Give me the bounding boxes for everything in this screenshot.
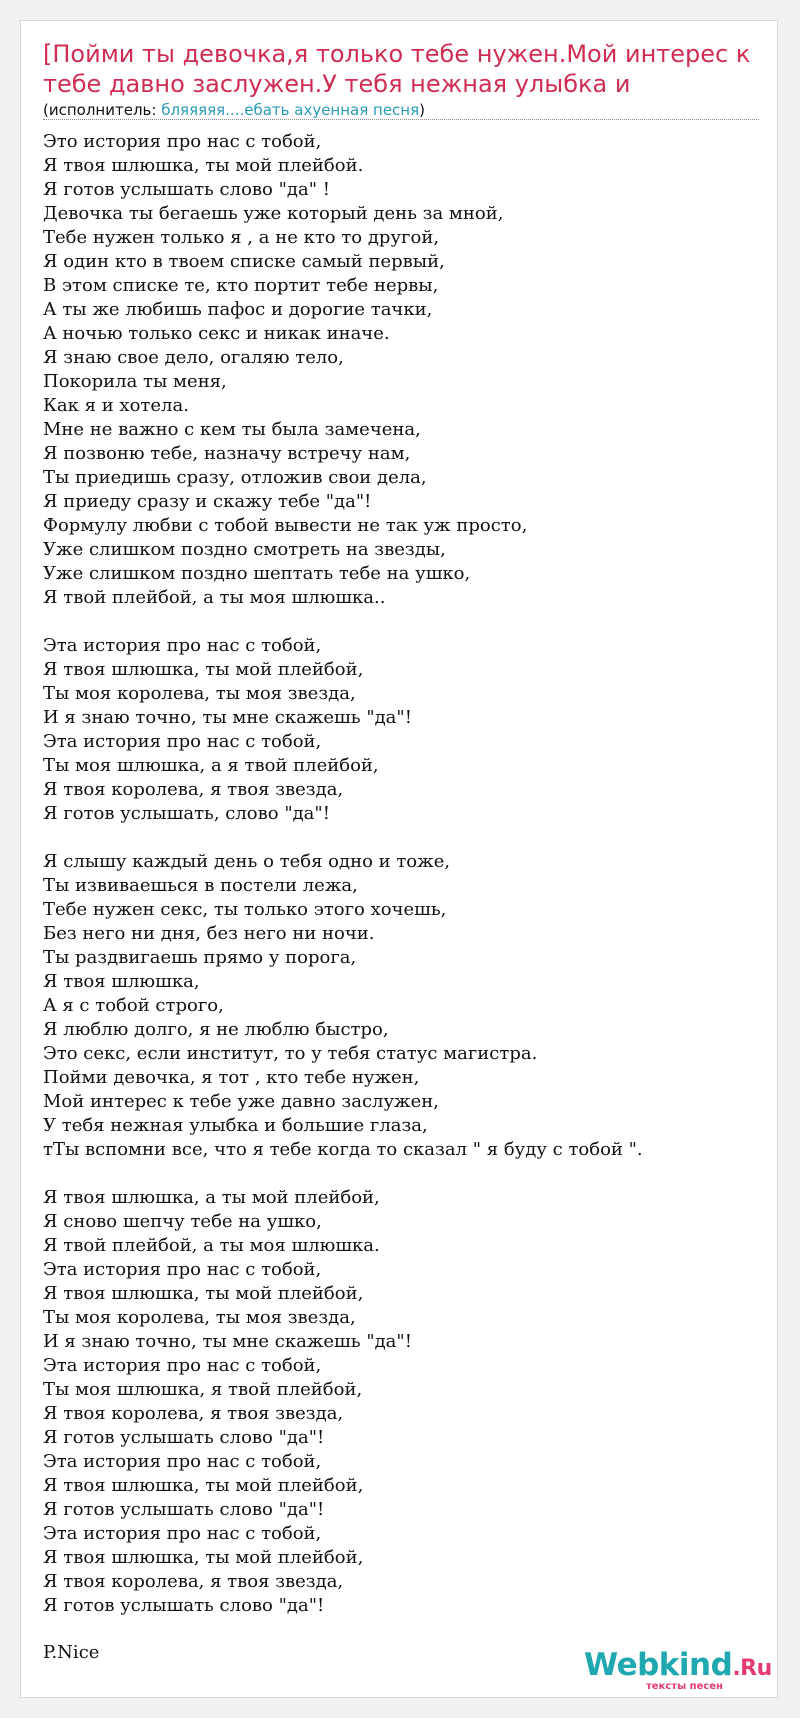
lyrics-line: Уже слишком поздно шептать тебе на ушко,	[43, 563, 471, 584]
lyrics-line: Я готов услышать слово "да"!	[43, 1427, 325, 1448]
lyrics-line: Эта история про нас с тобой,	[43, 1259, 322, 1280]
lyrics-line: Пойми девочка, я тот , кто тебе нужен,	[43, 1067, 420, 1088]
lyrics-line: И я знаю точно, ты мне скажешь "да"!	[43, 1331, 412, 1352]
lyrics-line: Я позвоню тебе, назначу встречу нам,	[43, 443, 411, 464]
lyrics-line: Я твоя шлюшка, а ты мой плейбой,	[43, 1187, 380, 1208]
lyrics-line: Я приеду сразу и скажу тебе "да"!	[43, 491, 372, 512]
lyrics-line: Мой интерес к тебе уже давно заслужен,	[43, 1091, 439, 1112]
lyrics-line: Ты раздвигаешь прямо у порога,	[43, 947, 357, 968]
lyrics-line: Эта история про нас с тобой,	[43, 1451, 322, 1472]
lyrics-line: А ты же любишь пафос и дорогие тачки,	[43, 299, 433, 320]
lyrics-line: У тебя нежная улыбка и большие глаза,	[43, 1115, 428, 1136]
lyrics-line: Уже слишком поздно смотреть на звезды,	[43, 539, 446, 560]
lyrics-line: Как я и хотела.	[43, 395, 189, 416]
lyrics-line: Без него ни дня, без него ни ночи.	[43, 923, 375, 944]
lyrics-line: Я готов услышать слово "да"!	[43, 1595, 325, 1616]
lyrics-line: Я твоя шлюшка, ты мой плейбой,	[43, 1475, 364, 1496]
performer-prefix: (исполнитель:	[43, 101, 162, 119]
lyrics-line: Я твоя шлюшка, ты мой плейбой.	[43, 155, 364, 176]
lyrics-line: Я один кто в твоем списке самый первый,	[43, 251, 445, 272]
lyrics-line: А я с тобой строго,	[43, 995, 224, 1016]
lyrics-line: Формулу любви с тобой вывести не так уж просто,	[43, 515, 528, 536]
title-divider	[43, 119, 759, 120]
lyrics-line: Я твоя шлюшка,	[43, 971, 200, 992]
performer-link[interactable]: бляяяяя....ебать ахуенная песня	[161, 101, 420, 119]
site-logo[interactable]	[584, 1647, 774, 1697]
lyrics-line: Тебе нужен секс, ты только этого хочешь,	[43, 899, 447, 920]
lyrics-line: Ты моя королева, ты моя звезда,	[43, 1307, 356, 1328]
lyrics-line: Я твоя королева, я твоя звезда,	[43, 1403, 344, 1424]
lyrics-stanza	[43, 1186, 763, 1618]
lyrics-body	[43, 130, 763, 1642]
lyrics-line: Я люблю долго, я не люблю быстро,	[43, 1019, 389, 1040]
lyrics-line: Я твой плейбой, а ты моя шлюшка.	[43, 1235, 380, 1256]
lyrics-line: Ты приедишь сразу, отложив свои дела,	[43, 467, 427, 488]
lyrics-line: Покорила ты меня,	[43, 371, 227, 392]
lyrics-line: Я твоя шлюшка, ты мой плейбой,	[43, 1547, 364, 1568]
lyrics-line: А ночью только секс и никак иначе.	[43, 323, 390, 344]
logo-tld: .Ru	[732, 1656, 772, 1681]
lyrics-line: тТы вспомни все, что я тебе когда то сказал " я буду с тобой ".	[43, 1139, 643, 1160]
lyrics-line: Я твоя шлюшка, ты мой плейбой,	[43, 659, 364, 680]
lyrics-line: Мне не важно с кем ты была замечена,	[43, 419, 421, 440]
lyrics-line: Я готов услышать слово "да" !	[43, 179, 330, 200]
lyrics-line: Я знаю свое дело, огаляю тело,	[43, 347, 344, 368]
lyrics-stanza	[43, 850, 763, 1162]
lyrics-stanza	[43, 634, 763, 826]
lyrics-line: Эта история про нас с тобой,	[43, 635, 322, 656]
lyrics-stanza	[43, 130, 763, 610]
lyrics-line: Ты моя шлюшка, а я твой плейбой,	[43, 755, 379, 776]
lyrics-line: Ты моя шлюшка, я твой плейбой,	[43, 1379, 363, 1400]
lyrics-line: В этом списке те, кто портит тебе нервы,	[43, 275, 439, 296]
logo-tagline: тексты песен	[646, 1681, 723, 1692]
lyrics-line: Это секс, если институт, то у тебя статус магистра.	[43, 1043, 538, 1064]
lyrics-card	[20, 20, 778, 1698]
logo-main-text: Webkind	[584, 1647, 733, 1683]
song-title: [Пойми ты девочка,я только тебе нужен.Мой интерес к тебе давно заслужен.У тебя нежная улыбка и	[43, 40, 751, 98]
lyrics-signature: P.Nice	[43, 1642, 100, 1663]
lyrics-line: Девочка ты бегаешь уже который день за мной,	[43, 203, 504, 224]
lyrics-line: Эта история про нас с тобой,	[43, 731, 322, 752]
lyrics-line: И я знаю точно, ты мне скажешь "да"!	[43, 707, 412, 728]
lyrics-line: Я твой плейбой, а ты моя шлюшка..	[43, 587, 386, 608]
lyrics-line: Ты моя королева, ты моя звезда,	[43, 683, 356, 704]
lyrics-line: Я готов услышать, слово "да"!	[43, 803, 330, 824]
lyrics-line: Я твоя королева, я твоя звезда,	[43, 779, 344, 800]
performer-line	[43, 100, 425, 120]
lyrics-line: Я твоя королева, я твоя звезда,	[43, 1571, 344, 1592]
performer-suffix: )	[419, 101, 425, 119]
lyrics-line: Эта история про нас с тобой,	[43, 1355, 322, 1376]
lyrics-line: Я слышу каждый день о тебя одно и тоже,	[43, 851, 451, 872]
lyrics-line: Тебе нужен только я , а не кто то другой,	[43, 227, 440, 248]
lyrics-line: Ты извиваешься в постели лежа,	[43, 875, 358, 896]
lyrics-line: Это история про нас с тобой,	[43, 131, 322, 152]
lyrics-line: Я сново шепчу тебе на ушко,	[43, 1211, 322, 1232]
lyrics-line: Я твоя шлюшка, ты мой плейбой,	[43, 1283, 364, 1304]
lyrics-line: Я готов услышать слово "да"!	[43, 1499, 325, 1520]
lyrics-line: Эта история про нас с тобой,	[43, 1523, 322, 1544]
